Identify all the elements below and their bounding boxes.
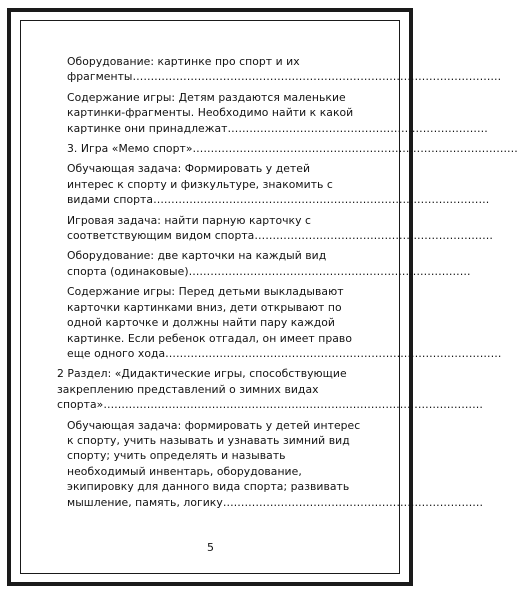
- toc-content: [57, 54, 518, 510]
- toc-entry-game-task: [57, 213, 493, 244]
- text-line: соответствующим видом спорта…………………………………………………………: [67, 229, 493, 243]
- text-line: экипировку для данного вида спорта; развивать: [67, 480, 350, 494]
- text-line: Обучающая задача: формировать у детей интерес: [67, 418, 361, 432]
- text-line: одной карточке и должны найти пару каждой: [67, 316, 335, 330]
- text-line: мышление, память, логику………………………………………………………………: [67, 495, 484, 509]
- text-line: картинке. Если ребенок отгадал, он имеет право: [67, 331, 353, 345]
- toc-entry-learning-task-1: [57, 161, 490, 207]
- text-line: картинке они принадлежат………………………………………………………………: [67, 121, 488, 135]
- text-line: Оборудование: две карточки на каждый вид: [67, 249, 327, 263]
- text-line: к спорту, учить называть и узнавать зимний вид: [67, 433, 350, 447]
- page-number: 5: [207, 541, 214, 554]
- toc-entry-equipment-2: [57, 248, 471, 279]
- text-line: Содержание игры: Перед детьми выкладывают: [67, 285, 344, 299]
- text-line: Содержание игры: Детям раздаются маленькие: [67, 90, 346, 104]
- text-line: Игровая задача: найти парную карточку с: [67, 213, 312, 227]
- text-line: спорта (одинаковые)……………………………………………………………………: [67, 264, 471, 278]
- text-line: закреплению представлений о зимних видах: [57, 382, 319, 396]
- text-line: видами спорта…………………………………………………………………………………: [67, 193, 490, 207]
- toc-entry-game-content-1: [57, 90, 488, 136]
- toc-entry-game-content-2: [57, 284, 502, 361]
- text-line: картинки-фрагменты. Необходимо найти к какой: [67, 106, 354, 120]
- text-line: Оборудование: картинке про спорт и их: [67, 55, 300, 68]
- text-line: фрагменты…………………………………………………………………………………………: [67, 70, 502, 84]
- toc-section-2: [57, 366, 483, 412]
- text-line: Обучающая задача: Формировать у детей: [67, 162, 311, 176]
- text-line: необходимый инвентарь, оборудование,: [67, 464, 302, 478]
- text-line: спорту; учить определять и называть: [67, 449, 286, 463]
- text-line: 3. Игра «Мемо спорт»………………………………………………………………………………: [67, 142, 518, 156]
- toc-entry-equipment-1: [57, 54, 502, 85]
- text-line: еще одного хода…………………………………………………………………………………: [67, 346, 502, 360]
- text-line: интерес к спорту и физкультуре, знакомить с: [67, 177, 333, 191]
- toc-entry-learning-task-2: [57, 418, 484, 510]
- text-line: спорта»……………………………………………………………………………………………: [57, 398, 483, 412]
- text-line: карточки картинками вниз, дети открывают по: [67, 300, 342, 314]
- toc-entry-memo-sport: [57, 141, 518, 156]
- text-line: 2 Раздел: «Дидактические игры, способствующие: [57, 367, 347, 381]
